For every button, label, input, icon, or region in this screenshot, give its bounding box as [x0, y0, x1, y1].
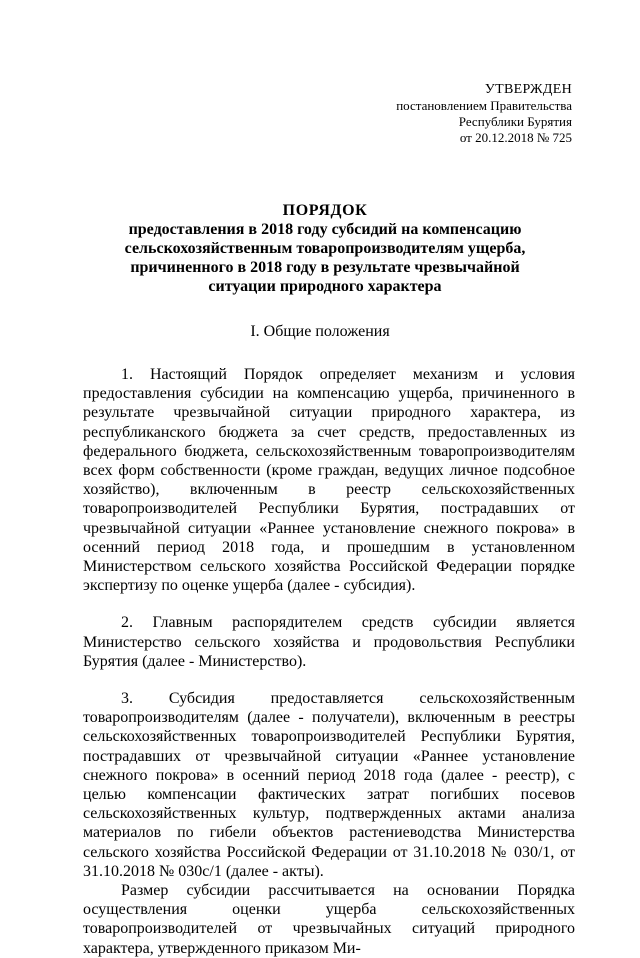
- title-line: сельскохозяйственным товаропроизводителям ущерба,: [124, 240, 526, 257]
- approval-line: Республики Бурятия: [458, 114, 572, 129]
- paragraph: 2. Главным распорядителем средств субсидии является Министерство сельского хозяйства и продовольствия Республики Бурятия (далее - Министерство).: [83, 614, 575, 670]
- title-line: причиненного в 2018 году в результате чрезвычайной: [130, 259, 520, 276]
- approval-stamp: [396, 82, 572, 146]
- approval-line: постановлением Правительства: [396, 98, 572, 113]
- section-heading: I. Общие положения: [250, 323, 390, 340]
- paragraph: Размер субсидии рассчитывается на основании Порядка осуществления оценки ущерба сельскохозяйственных товаропроизводителей от чрезвычайных ситуаций природного характера, утвержденного приказом Ми-: [83, 882, 575, 957]
- document-body: [83, 365, 575, 958]
- paragraph: 1. Настоящий Порядок определяет механизм и условия предоставления субсидии на компенсацию ущерба, причиненного в результате чрезвычайной ситуации природного характера, из республиканского бюджета за счет средств, предоставленных из федерального бюджета, сельскохозяйственным товаропроизводителям всех форм собственности (кроме граждан, ведущих личное подсобное хозяйство), включенным в реестр сельскохозяйственных товаропроизводителей Республики Бурятия, пострадавших от чрезвычайной ситуации «Раннее установление снежного покрова» в осенний период 2018 года, и прошедшим в установленном Министерством сельского хозяйства Российской Федерации порядке экспертизу по оценке ущерба (далее - субсидия).: [83, 366, 575, 595]
- title-main: ПОРЯДОК: [282, 202, 368, 219]
- title-line: предоставления в 2018 году субсидий на компенсацию: [128, 221, 522, 238]
- approval-line: от 20.12.2018 № 725: [459, 130, 572, 145]
- title-line: ситуации природного характера: [208, 278, 442, 295]
- document-title: [90, 201, 560, 296]
- paragraph: 3. Субсидия предоставляется сельскохозяйственным товаропроизводителям (далее - получатели), включенным в реестры сельскохозяйственных товаропроизводителей Республики Бурятия, пострадавших от чрезвычайной ситуации «Раннее установление снежного покрова» в осенний период 2018 года (далее - реестр), с целью компенсации фактических затрат погибших посевов сельскохозяйственных культур, подтвержденных актами анализа материалов по гибели объектов растениеводства Министерства сельского хозяйства Российской Федерации от 31.10.2018 № 030/1, от 31.10.2018 № 030с/1 (далее - акты).: [83, 690, 575, 880]
- approval-heading: УТВЕРЖДЕН: [484, 82, 572, 97]
